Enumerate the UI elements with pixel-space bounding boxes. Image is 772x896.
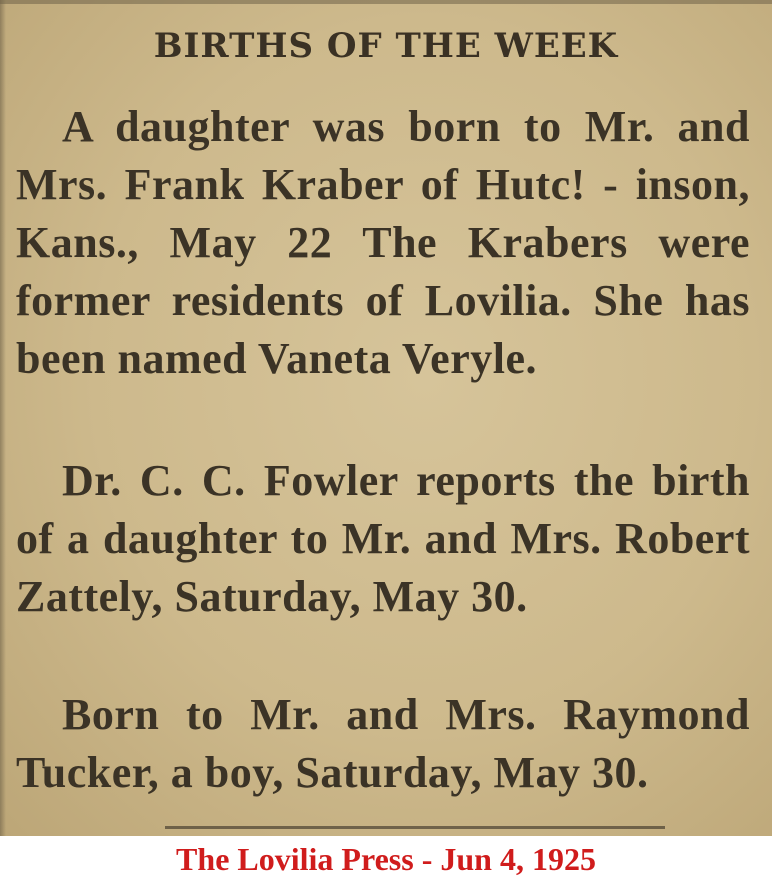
column-edge xyxy=(0,0,6,836)
bottom-rule xyxy=(165,826,665,829)
source-caption: The Lovilia Press - Jun 4, 1925 xyxy=(176,841,596,877)
birth-notice-kraber: A daughter was born to Mr. and Mrs. Frank Kraber of Hutc! - inson, Kans., May 22 The Krabers were former residents of Lovilia. She has been named Vaneta Veryle. xyxy=(16,102,750,383)
top-rule xyxy=(0,0,772,4)
birth-notice-tucker: Born to Mr. and Mrs. Raymond Tucker, a boy, Saturday, May 30. xyxy=(16,690,750,797)
birth-notice-zattely: Dr. C. C. Fowler reports the birth of a daughter to Mr. and Mrs. Robert Zattely, Saturday, May 30. xyxy=(16,456,750,621)
clipping-heading: BIRTHS OF THE WEEK xyxy=(153,26,619,66)
